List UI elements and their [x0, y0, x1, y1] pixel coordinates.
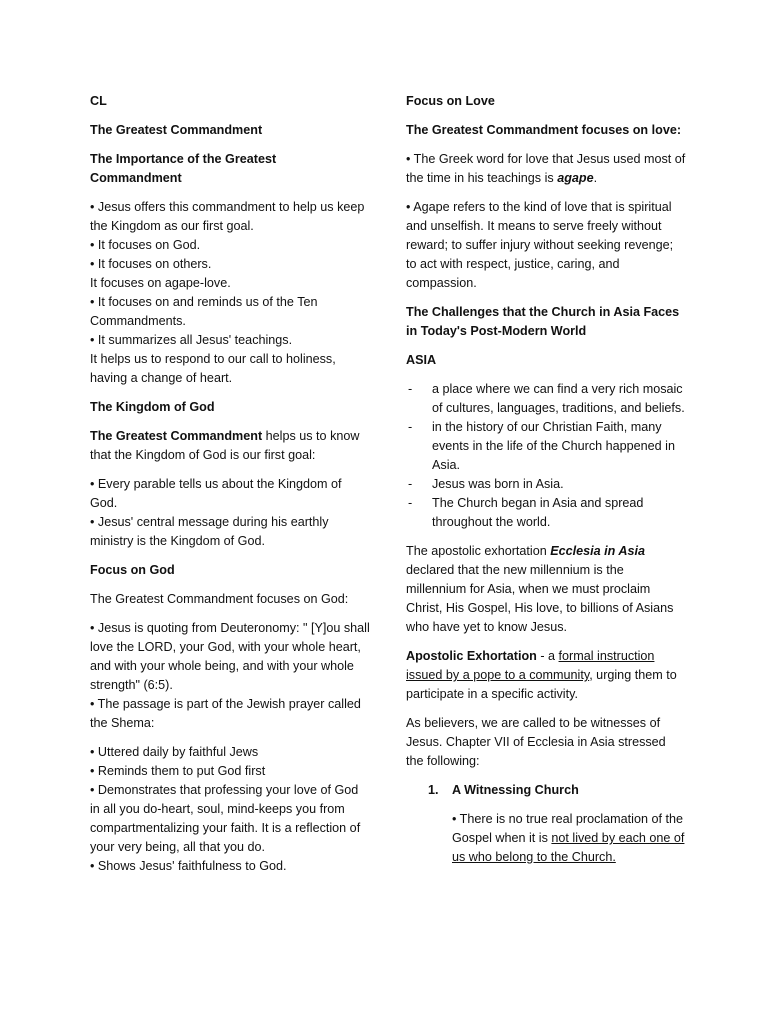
list-item: • Uttered daily by faithful Jews: [90, 745, 259, 759]
exhort-title: Ecclesia in Asia: [550, 544, 645, 558]
focus-god-list: [90, 619, 370, 733]
witness-pre: • There is no true real proclamation of the Gospel when it is: [452, 812, 683, 845]
list-item: • It focuses on and reminds us of the Ten Commandments.: [90, 295, 318, 328]
list-item: • It focuses on God.: [90, 238, 201, 252]
importance-list: [90, 198, 370, 388]
exhortation-paragraph: [406, 542, 686, 637]
apex-underline: formal instruction issued by a pope to a community: [406, 649, 655, 682]
kingdom-heading: The Kingdom of God: [90, 400, 215, 414]
asia-list: [406, 380, 686, 532]
list-item: • Jesus offers this commandment to help us keep the Kingdom as our first goal.: [90, 200, 365, 233]
apex-bold: Apostolic Exhortation: [406, 649, 537, 663]
asia-heading: ASIA: [406, 353, 437, 367]
list-item: • It focuses on others.: [90, 257, 212, 271]
agape-post: .: [593, 171, 598, 185]
focus-god-heading: Focus on God: [90, 563, 175, 577]
kingdom-intro: [90, 427, 370, 465]
list-item: • Reminds them to put God first: [90, 764, 266, 778]
agape-definition: • Agape refers to the kind of love that is spiritual and unselfish. It means to serve freely without reward; to suffer injury without seeking revenge; to act with respect, justice, caring, and compassion.: [406, 200, 674, 290]
kingdom-intro-bold: The Greatest Commandment: [90, 429, 263, 443]
apex-dash: - a: [536, 649, 559, 663]
witness-paragraph: [406, 810, 686, 867]
list-item: • Shows Jesus' faithfulness to God.: [90, 859, 287, 873]
importance-heading: The Importance of the Greatest Commandment: [90, 152, 277, 185]
list-item: - The Church began in Asia and spread throughout the world.: [406, 494, 686, 532]
exhort-pre: The apostolic exhortation: [406, 544, 551, 558]
kingdom-intro-rest: helps us to know that the Kingdom of God is our first goal:: [90, 429, 360, 462]
apostolic-definition: [406, 647, 686, 704]
list-item: • Every parable tells us about the Kingdom of God.: [90, 477, 342, 510]
agape-word: agape: [557, 171, 594, 185]
list-item: • Jesus' central message during his earthly ministry is the Kingdom of God.: [90, 515, 329, 548]
agape-pre: • The Greek word for love that Jesus used most of the time in his teachings is: [406, 152, 686, 185]
list-item: • Demonstrates that professing your love of God in all you do-heart, soul, mind-keeps you from compartmentalizing your faith. It is a reflection of your very being, all that you do.: [90, 783, 361, 854]
list-item: - in the history of our Christian Faith, many events in the life of the Church happened in Asia.: [406, 418, 686, 475]
list-item: - Jesus was born in Asia.: [406, 475, 686, 494]
item-number: 1.: [428, 783, 439, 797]
focus-love-heading: Focus on Love: [406, 94, 495, 108]
list-item: • Jesus is quoting from Deuteronomy: " [Y]ou shall love the LORD, your God, with your whole heart, and with your whole being, and with your whole strength" (6:5).: [90, 621, 370, 692]
apex-rest: , urging them to participate in a specific activity.: [406, 668, 677, 701]
list-item: • It summarizes all Jesus' teachings.: [90, 333, 293, 347]
right-column: [406, 92, 686, 877]
page-title: The Greatest Commandment: [90, 123, 263, 137]
focus-god-intro: The Greatest Commandment focuses on God:: [90, 592, 349, 606]
witness-underline: not lived by each one of us who belong to the Church.: [452, 831, 685, 864]
list-item: It helps us to respond to our call to holiness, having a change of heart.: [90, 352, 336, 385]
list-item: It focuses on agape-love.: [90, 276, 231, 290]
numbered-item: [406, 781, 686, 800]
believers-paragraph: As believers, we are called to be witnesses of Jesus. Chapter VII of Ecclesia in Asia stressed the following:: [406, 716, 666, 768]
course-code: CL: [90, 94, 107, 108]
exhort-post: declared that the new millennium is the millennium for Asia, when we must proclaim Christ, His Gospel, His love, to billions of Asians who have yet to know Jesus.: [406, 563, 674, 634]
shema-list: [90, 743, 370, 876]
challenges-heading: The Challenges that the Church in Asia Faces in Today's Post-Modern World: [406, 305, 680, 338]
focus-love-sub: The Greatest Commandment focuses on love:: [406, 123, 682, 137]
list-item: - a place where we can find a very rich mosaic of cultures, languages, traditions, and beliefs.: [406, 380, 686, 418]
left-column: [90, 92, 370, 876]
agape-paragraph: [406, 150, 686, 188]
item-title: A Witnessing Church: [452, 783, 579, 797]
kingdom-list: [90, 475, 370, 551]
list-item: • The passage is part of the Jewish prayer called the Shema:: [90, 697, 361, 730]
